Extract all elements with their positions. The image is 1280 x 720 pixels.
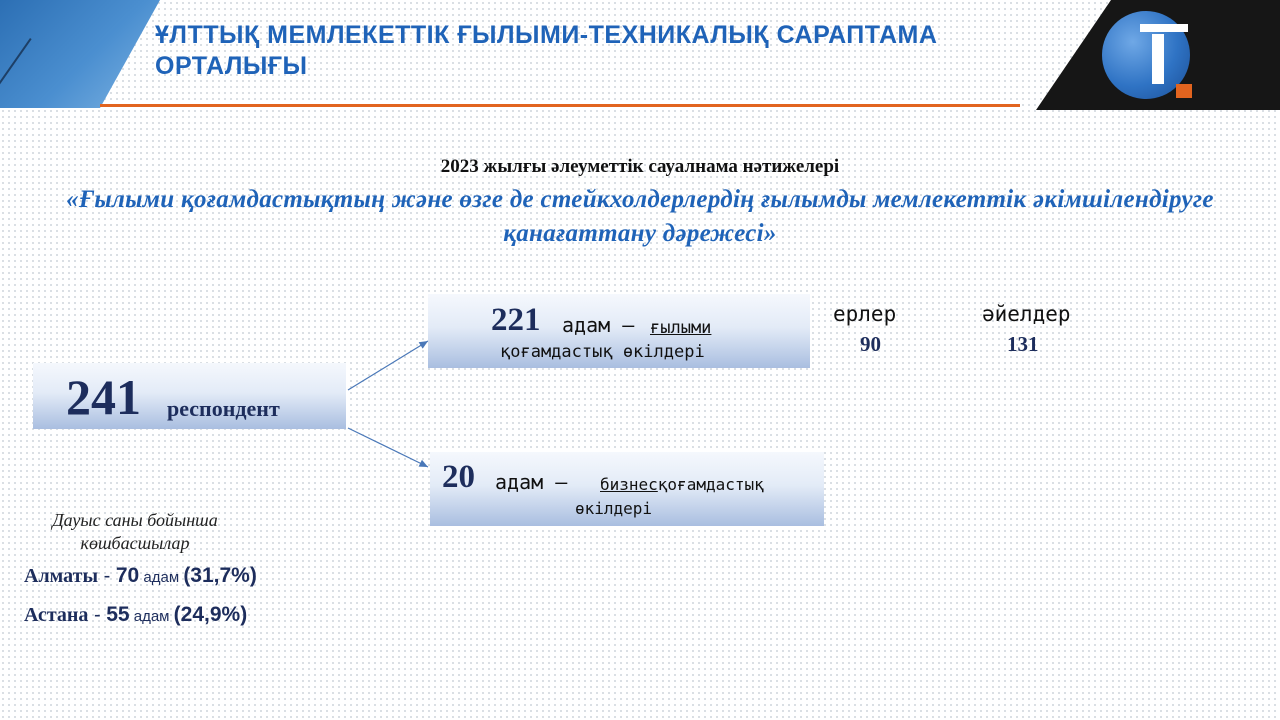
leader-percent: (24,9%) bbox=[173, 603, 248, 626]
organization-title: ҰЛТТЫҚ МЕМЛЕКЕТТІК ҒЫЛЫМИ-ТЕХНИКАЛЫҚ САРАПТАМА ОРТАЛЫҒЫ bbox=[155, 21, 938, 80]
scientific-count: 221 bbox=[491, 302, 541, 338]
women-value: 131 bbox=[1007, 332, 1039, 356]
leader-row-almaty bbox=[24, 564, 257, 588]
arrow-to-scientific bbox=[348, 341, 428, 390]
logo-accent bbox=[1176, 84, 1192, 98]
business-desc-line2: өкілдері bbox=[575, 499, 653, 518]
header-corner-decoration bbox=[0, 0, 160, 108]
business-word: бизнес bbox=[600, 475, 658, 494]
total-respondents-label: респондент bbox=[167, 396, 280, 421]
leader-city: Алматы bbox=[24, 565, 99, 587]
leader-unit: адам bbox=[129, 608, 174, 625]
leader-count: 55 bbox=[106, 603, 130, 626]
leader-row-astana bbox=[24, 603, 247, 627]
leader-city: Астана bbox=[24, 604, 89, 626]
business-count: 20 bbox=[442, 459, 475, 495]
men-value: 90 bbox=[860, 332, 881, 356]
business-unit: адам – bbox=[495, 470, 568, 494]
leader-dash: - bbox=[98, 565, 116, 587]
logo-letter-top bbox=[1140, 24, 1188, 32]
arrow-to-business bbox=[348, 428, 428, 467]
men-label: ерлер bbox=[833, 302, 897, 326]
leaders-title: Дауыс саны бойынша көшбасшылар bbox=[52, 510, 218, 553]
logo-letter-stem bbox=[1152, 34, 1164, 84]
leader-unit: адам bbox=[139, 569, 184, 586]
header-divider bbox=[100, 104, 1020, 107]
survey-topic-quote: «Ғылыми қоғамдастықтың және өзге де стейкхолдерлердің ғылымды мемлекеттік әкімшілендіруге қанағаттану дәрежесі» bbox=[66, 186, 1214, 247]
survey-subtitle: 2023 жылғы әлеуметтік сауалнама нәтижелері bbox=[440, 156, 840, 177]
women-label: әйелдер bbox=[982, 302, 1071, 326]
scientific-unit: адам – bbox=[562, 313, 635, 337]
total-respondents-number: 241 bbox=[66, 369, 141, 425]
community-word: қоғамдастық bbox=[657, 475, 764, 494]
leader-dash: - bbox=[88, 604, 107, 626]
leader-percent: (31,7%) bbox=[183, 564, 257, 587]
business-desc-line1 bbox=[600, 475, 764, 494]
scientific-desc-line2: қоғамдастық өкілдері bbox=[500, 342, 705, 362]
leader-count: 70 bbox=[115, 564, 140, 587]
scientific-desc-line1: ғылыми bbox=[650, 318, 712, 338]
